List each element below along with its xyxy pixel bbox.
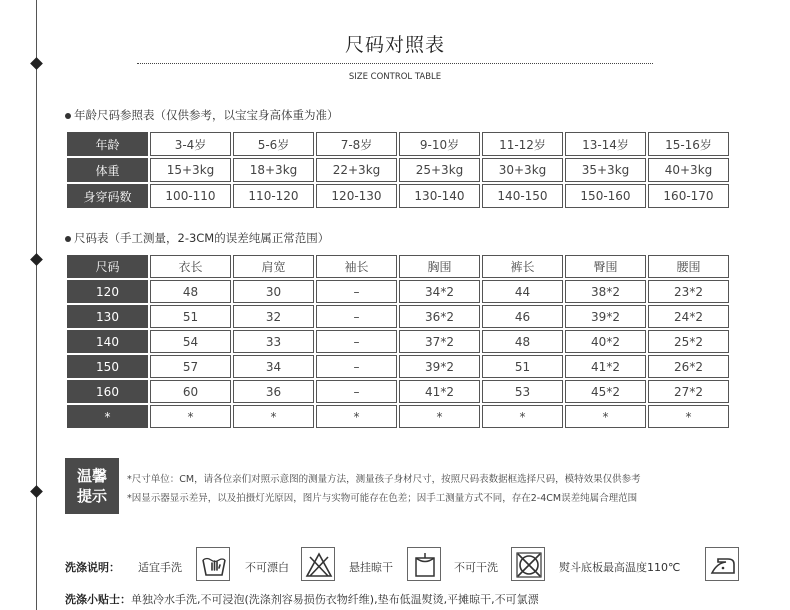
age-size-table [65,130,731,210]
table-cell: 39*2 [565,305,646,328]
table-cell: – [316,330,397,353]
bullet-icon [65,236,71,242]
diamond-marker [30,485,43,498]
tips-line-1: *尺寸单位：CM，请各位亲们对照示意图的测量方法，测量孩子身材尺寸，按照尺码表数据框选择尺码，模特效果仅供参考 [127,474,641,485]
table-cell: 140-150 [482,184,563,208]
table-cell: 130-140 [399,184,480,208]
table-cell: * [316,405,397,428]
table-row [67,280,729,303]
hang-dry-icon [407,547,441,581]
column-header: 衣长 [150,255,231,278]
wash-item-label: 适宜手洗 [138,561,182,574]
table-cell: 3-4岁 [150,132,231,156]
table-cell: – [316,355,397,378]
table-cell: 13-14岁 [565,132,646,156]
diamond-marker [30,57,43,70]
column-header: 裤长 [482,255,563,278]
column-header: 尺码 [67,255,148,278]
row-header: 150 [67,355,148,378]
table-cell: 25+3kg [399,158,480,182]
table-cell: * [648,405,729,428]
table-cell: 38*2 [565,280,646,303]
wash-item-label: 不可干洗 [454,561,498,574]
table-cell: * [482,405,563,428]
table-header-row [67,255,729,278]
table-cell: 57 [150,355,231,378]
table-cell: 9-10岁 [399,132,480,156]
row-header: 体重 [67,158,148,182]
age-section-heading [65,107,339,123]
table-cell: 24*2 [648,305,729,328]
table-cell: – [316,280,397,303]
washing-label: 洗涤说明： [65,561,120,574]
table-cell: 150-160 [565,184,646,208]
table-cell: 32 [233,305,314,328]
size-section-heading [65,230,329,246]
hand-wash-icon [196,547,230,581]
table-cell: 100-110 [150,184,231,208]
table-cell: 46 [482,305,563,328]
table-cell: – [316,380,397,403]
table-cell: 18+3kg [233,158,314,182]
column-header: 臀围 [565,255,646,278]
size-heading-text: 尺码表（手工测量，2-3CM的误差纯属正常范围） [74,231,330,245]
table-cell: * [565,405,646,428]
table-cell: 11-12岁 [482,132,563,156]
table-cell: 40+3kg [648,158,729,182]
table-row [67,355,729,378]
table-cell: 41*2 [399,380,480,403]
table-cell: 36*2 [399,305,480,328]
table-cell: 30+3kg [482,158,563,182]
table-cell: 37*2 [399,330,480,353]
no-dry-clean-icon [511,547,545,581]
table-cell: 33 [233,330,314,353]
age-heading-text: 年龄尺码参照表（仅供参考，以宝宝身高体重为准） [74,108,339,122]
wash-item-label: 熨斗底板最高温度110℃ [559,561,681,574]
table-cell: 53 [482,380,563,403]
table-cell: 45*2 [565,380,646,403]
table-cell: 44 [482,280,563,303]
table-cell: 36 [233,380,314,403]
table-cell: 110-120 [233,184,314,208]
iron-icon [705,547,739,581]
column-header: 肩宽 [233,255,314,278]
care-tip-label: 洗涤小贴士： [65,593,131,606]
table-cell: 120-130 [316,184,397,208]
table-cell: 51 [150,305,231,328]
table-cell: 26*2 [648,355,729,378]
table-row [67,380,729,403]
table-cell: 15+3kg [150,158,231,182]
table-cell: 51 [482,355,563,378]
table-cell: 22+3kg [316,158,397,182]
table-cell: 48 [482,330,563,353]
table-cell: 41*2 [565,355,646,378]
size-chart-table [65,253,731,430]
table-cell: * [233,405,314,428]
table-row [67,132,729,156]
row-header: 年龄 [67,132,148,156]
table-cell: 54 [150,330,231,353]
table-cell: 160-170 [648,184,729,208]
table-cell: 60 [150,380,231,403]
row-header: 身穿码数 [67,184,148,208]
wash-item-label: 悬挂晾干 [349,561,393,574]
diamond-marker [30,253,43,266]
left-decor-line [36,0,37,610]
table-cell: 48 [150,280,231,303]
row-header: 120 [67,280,148,303]
table-cell: 23*2 [648,280,729,303]
washing-instructions [65,547,745,583]
tips-line-2: *因显示器显示差异，以及拍摄灯光原因，图片与实物可能存在色差；因手工测量方式不同，存在2-4CM误差纯属合理范围 [127,493,638,504]
table-cell: 34*2 [399,280,480,303]
tips-badge [65,458,119,514]
table-row [67,158,729,182]
care-tip-text: 单独冷水手洗,不可浸泡(洗涤剂容易损伤衣物纤维),垫布低温熨烫,平摊晾干,不可氯漂 [131,593,539,606]
table-cell: 40*2 [565,330,646,353]
table-row [67,405,729,428]
table-cell: * [399,405,480,428]
page-title: 尺码对照表 [344,34,445,56]
table-row [67,184,729,208]
table-cell: 7-8岁 [316,132,397,156]
table-cell: 39*2 [399,355,480,378]
table-cell: * [150,405,231,428]
table-cell: 30 [233,280,314,303]
no-bleach-icon [301,547,335,581]
table-row [67,330,729,353]
table-cell: 15-16岁 [648,132,729,156]
wash-item-label: 不可漂白 [245,561,289,574]
row-header: 160 [67,380,148,403]
column-header: 袖长 [316,255,397,278]
row-header: * [67,405,148,428]
column-header: 腰围 [648,255,729,278]
title-divider [137,63,653,64]
tips-badge-line1: 温馨 [76,467,107,485]
row-header: 140 [67,330,148,353]
column-header: 胸围 [399,255,480,278]
table-cell: – [316,305,397,328]
row-header: 130 [67,305,148,328]
tips-badge-line2: 提示 [76,487,107,505]
table-cell: 35+3kg [565,158,646,182]
table-cell: 34 [233,355,314,378]
table-cell: 25*2 [648,330,729,353]
bullet-icon [65,113,71,119]
table-row [67,305,729,328]
table-cell: 27*2 [648,380,729,403]
page-subtitle: SIZE CONTROL TABLE [348,72,442,82]
care-tip [65,591,539,607]
table-cell: 5-6岁 [233,132,314,156]
